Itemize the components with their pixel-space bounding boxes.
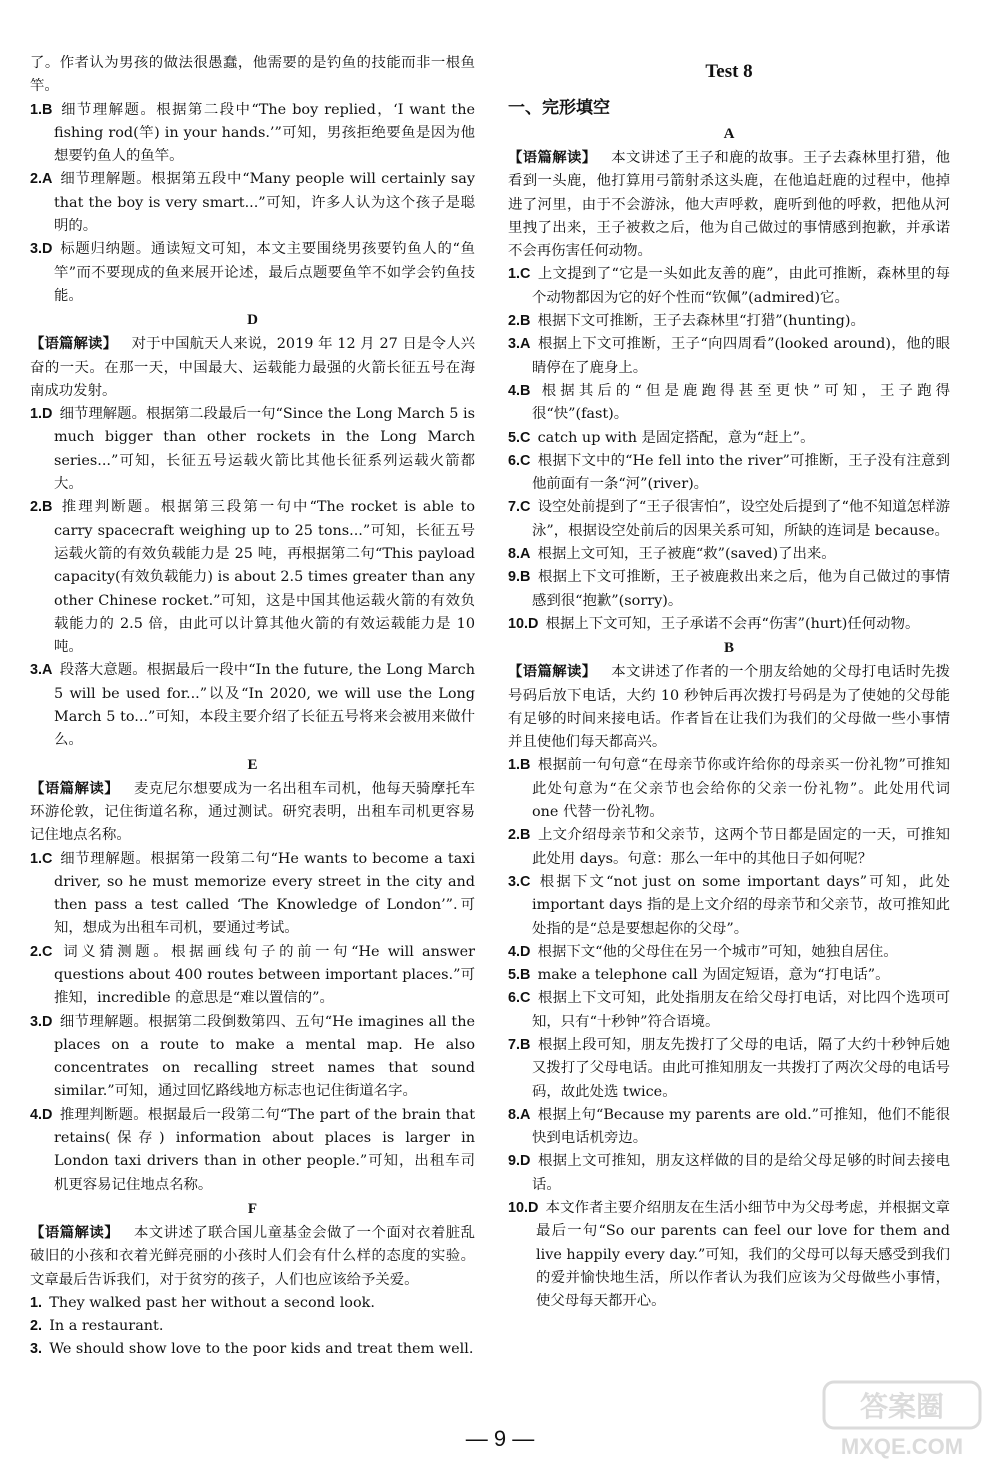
- answer-item: [508, 1104, 950, 1151]
- reading-label: 【语篇解读】: [30, 1223, 120, 1241]
- answer-number: 2.A: [30, 171, 53, 188]
- part-heading: 一、完形填空: [508, 98, 610, 118]
- answer-item: [30, 168, 475, 238]
- svg-text:MXQE.COM: MXQE.COM: [840, 1434, 964, 1459]
- answer-item: [30, 659, 475, 752]
- reading-text: 本文讲述了王子和鹿的故事。王子去森林里打猎，他看到一头鹿，他打算用弓箭射杀这头鹿，在他追赶鹿的过程中，他掉进了河里，由于不会游泳，他大声呼救，鹿听到他的呼救，把他从河里拽了出来，王子被救之后，他为自己做过的事情感到抱歉，并承诺不会再伤害任何动物。: [508, 150, 950, 260]
- paragraph: 了。作者认为男孩的做法很愚蠢，他需要的是钓鱼的技能而非一根鱼竿。: [30, 55, 475, 95]
- reading-summary: [508, 146, 950, 263]
- answer-number: 7.C: [508, 499, 531, 516]
- answer-explanation: catch up with 是固定搭配，意为“赶上”。: [537, 429, 815, 446]
- answer-item: [30, 1292, 475, 1315]
- answer-item: [508, 964, 950, 987]
- answer-explanation: 根据上下文可推断，王子“向四周看”(looked around)，他的眼睛停在了鹿身上。: [532, 336, 950, 376]
- answer-item: [508, 754, 950, 824]
- answer-item: [508, 333, 950, 380]
- answer-explanation: 段落大意题。根据最后一段中“In the future, the Long March 5 will be used for...”以及“In 2020, we will use the Long March 5 to...”可知，本段主要介绍了长征五号将来会被用来做什么。: [54, 662, 475, 749]
- answer-number: 1.B: [30, 101, 53, 118]
- answer-explanation: 细节理解题。根据第二段倒数第四、五句“He imagines all the places on a route to make a mental map. He also concentrates on recalling street names that sound similar.”可知，通过回忆路线地方标志也记住街道名字。: [54, 1013, 475, 1100]
- section-heading: E: [247, 756, 258, 773]
- answer-number: 2.B: [508, 313, 531, 330]
- reading-label: 【语篇解读】: [30, 335, 118, 353]
- answer-item: [508, 450, 950, 497]
- answer-explanation: 上文提到了“它是一头如此友善的鹿”，由此可推断，森林里的每个动物都因为它的好个性而“钦佩”(admired)它。: [532, 266, 950, 306]
- answer-number: 3.A: [508, 336, 531, 353]
- svg-text:答案圈: 答案圈: [859, 1390, 945, 1423]
- watermark-logo: [818, 1376, 986, 1462]
- page-number: — 9 —: [465, 1426, 535, 1451]
- answer-number: 4.D: [508, 943, 531, 960]
- answer-explanation: 细节理解题。根据第五段中“Many people will certainly say that the boy is very smart...”可知，许多人认为这个孩子是聪明的。: [54, 171, 475, 235]
- answer-explanation: 细节理解题。根据第二段中“The boy replied，‘I want the fishing rod(竿) in your hands.’”可知，男孩拒绝要鱼是因为他想要钓鱼人的鱼竿。: [54, 101, 475, 165]
- answer-number: 4.D: [30, 1106, 53, 1123]
- answer-explanation: 根据下文中的“He fell into the river”可推断，王子没有注意到他前面有一条“河”(river)。: [532, 452, 950, 493]
- answer-item: [508, 496, 950, 543]
- reading-text: 本文讲述了作者的一个朋友给她的父母打电话时先拨号码后放下电话，大约 10 秒钟后再次拨打号码是为了使她的父母能有足够的时间来接电话。作者旨在让我们为我们的父母做一些小事情并且使他们每天都高兴。: [508, 664, 950, 751]
- answer-item: [30, 99, 475, 169]
- section-heading: F: [247, 1200, 258, 1217]
- answer-explanation: make a telephone call 为固定短语，意为“打电话”。: [537, 967, 890, 984]
- answer-item: [508, 613, 950, 636]
- answer-item: [508, 1034, 950, 1104]
- answer-explanation: In a restaurant.: [49, 1318, 164, 1335]
- answer-number: 2.C: [30, 943, 53, 960]
- answer-item: [508, 263, 950, 310]
- answer-number: 8.A: [508, 546, 531, 563]
- answer-item: [508, 427, 950, 450]
- answer-number: 2.: [30, 1318, 43, 1335]
- reading-summary: [30, 332, 475, 403]
- reading-summary: [30, 1221, 475, 1292]
- answer-explanation: We should show love to the poor kids and treat them well.: [49, 1341, 474, 1358]
- reading-label: 【语篇解读】: [508, 149, 597, 166]
- answer-number: 9.B: [508, 569, 531, 586]
- reading-summary: [508, 660, 950, 754]
- answer-explanation: 设空处前提到了“王子很害怕”，设空处后提到了“他不知道怎样游泳”，根据设空处前后的因果关系可知，所缺的连词是 because。: [532, 499, 950, 539]
- answer-item: [30, 1104, 475, 1197]
- answer-explanation: 细节理解题。根据第一段第二句“He wants to become a taxi driver, so he must memorize every street in the city and then pass a test called ‘The Knowledge of London’”.可知，想成为出租车司机，要通过考试。: [54, 850, 475, 937]
- right-column: [508, 52, 950, 1314]
- left-column: [30, 52, 475, 1362]
- reading-label: 【语篇解读】: [30, 779, 120, 797]
- answer-explanation: They walked past her without a second look.: [49, 1294, 375, 1311]
- answer-explanation: 根据上段可知，朋友先拨打了父母的电话，隔了大约十秒钟后她又拨打了父母电话。由此可推知朋友一共拨打了两次父母的电话号码，故此处选 twice。: [532, 1036, 950, 1100]
- answer-explanation: 词义猜测题。根据画线句子的前一句“He will answer questions about 400 routes between important places.”可推知，incredible 的意思是“难以置信的”。: [54, 943, 475, 1007]
- answer-number: 7.B: [508, 1036, 531, 1053]
- reading-text: 对于中国航天人来说，2019 年 12 月 27 日是令人兴奋的一天。在那一天，中国最大、运载能力最强的火箭长征五号在海南成功发射。: [30, 336, 475, 399]
- test-title: Test 8: [705, 61, 753, 82]
- answer-number: 10.D: [508, 615, 539, 632]
- answer-explanation: 根据下文“他的父母住在另一个城市”可知，她独自居住。: [537, 943, 898, 960]
- answer-item: [508, 1150, 950, 1197]
- answer-number: 3.D: [30, 241, 53, 258]
- answer-item: [508, 380, 950, 427]
- reading-text: 麦克尼尔想要成为一名出租车司机，他每天骑摩托车环游伦敦，记住街道名称，通过测试。研究表明，出租车司机更容易记住地点名称。: [30, 780, 475, 844]
- answer-explanation: 根据上文可推知，朋友这样做的目的是给父母足够的时间去接电话。: [532, 1153, 950, 1193]
- answer-item: [508, 824, 950, 871]
- answer-explanation: 推理判断题。根据第三段第一句中“The rocket is able to carry spacecraft weighing up to 25 tons...”可知，长征五号运载火箭的有效负载能力是 25 吨，再根据第二句“This payload capacity(有效负载能力) is about 2.5 times greater than any other Chinese rocket.”可知，这是中国其他运载火箭的有效负载能力的 2.5 倍，由此可以计算其他火箭的有效运载能力是 10 吨。: [54, 499, 475, 656]
- answer-number: 1.C: [508, 266, 531, 283]
- answer-number: 3.D: [30, 1013, 53, 1030]
- answer-item: [508, 941, 950, 964]
- answer-number: 9.D: [508, 1153, 531, 1170]
- answer-item: [508, 871, 950, 941]
- answer-number: 6.C: [508, 990, 531, 1007]
- answer-number: 6.C: [508, 452, 531, 469]
- answer-item: [30, 238, 475, 308]
- answer-number: 5.B: [508, 967, 531, 984]
- answer-explanation: 根据上下文可推断，王子被鹿救出来之后，他为自己做过的事情感到很“抱歉”(sorry)。: [532, 569, 950, 609]
- answer-item: [30, 941, 475, 1011]
- answer-explanation: 根据下文可推断，王子去森林里“打猎”(hunting)。: [537, 313, 865, 330]
- section-heading: B: [723, 640, 734, 657]
- answer-number: 1.B: [508, 757, 531, 774]
- answer-number: 1.: [30, 1294, 43, 1311]
- answer-item: [30, 403, 475, 496]
- answer-item: [508, 543, 950, 566]
- answer-item: [30, 496, 475, 659]
- answer-explanation: 细节理解题。根据第二段最后一句“Since the Long March 5 is much bigger than other rockets in the Long March series...”可知，长征五号运载火箭比其他长征系列运载火箭都大。: [54, 406, 475, 493]
- answer-explanation: 根据上下文可知，此处指朋友在给父母打电话，对比四个选项可知，只有“十秒钟”符合语境。: [532, 990, 950, 1030]
- answer-number: 2.B: [30, 499, 53, 516]
- answer-explanation: 本文作者主要介绍朋友在生活小细节中为父母考虑，并根据文章最后一句“So our parents can feel our love for them and live happily every day.”可知，我们的父母可以每天感受到我们的爱并愉快地生活，所以作者认为我们应该为父母做些小事情，使父母每天都开心。: [536, 1200, 950, 1310]
- reading-summary: [30, 777, 475, 848]
- reading-label: 【语篇解读】: [508, 663, 597, 681]
- answer-explanation: 推理判断题。根据最后一段第二句“The part of the brain that retains(保存) information about places is larger in London taxi drivers than in other people.”可知，出租车司机更容易记住地点名称。: [54, 1106, 475, 1193]
- answer-item: [508, 987, 950, 1034]
- answer-item: [508, 566, 950, 613]
- answer-explanation: 根据上文可知，王子被鹿“救”(saved)了出来。: [537, 546, 836, 563]
- answer-item: [30, 848, 475, 941]
- answer-number: 1.D: [30, 406, 53, 423]
- answer-explanation: 上文介绍母亲节和父亲节，这两个节日都是固定的一天，可推知此处用 days。句意：那么一年中的其他日子如何呢？: [532, 827, 950, 867]
- answer-explanation: 根据其后的“但是鹿跑得甚至更快”可知，王子跑得很“快”(fast)。: [532, 382, 950, 423]
- answer-item: [508, 1197, 950, 1313]
- answer-item: [30, 1011, 475, 1104]
- reading-text: 本文讲述了联合国儿童基金会做了一个面对衣着脏乱破旧的小孩和衣着光鲜亮丽的小孩时人们会有什么样的态度的实验。文章最后告诉我们，对于贫穷的孩子，人们也应该给予关爱。: [30, 1224, 475, 1288]
- answer-number: 2.B: [508, 827, 531, 844]
- answer-number: 4.B: [508, 382, 531, 399]
- answer-number: 1.C: [30, 850, 53, 867]
- answer-number: 5.C: [508, 429, 531, 446]
- answer-explanation: 根据上句“Because my parents are old.”可推知，他们不能很快到电话机旁边。: [532, 1106, 950, 1147]
- answer-item: [30, 1338, 475, 1361]
- answer-number: 3.A: [30, 662, 53, 679]
- answer-explanation: 根据下文“not just on some important days”可知，此处 important days 指的是上文介绍的母亲节和父亲节，故可推知此处指的是“总是要想起你的父母”。: [532, 873, 950, 937]
- answer-explanation: 根据前一句句意“在母亲节你或许给你的母亲买一份礼物”可推知此处句意为“在父亲节也会给你的父亲一份礼物”。此处用代词 one 代替一份礼物。: [532, 757, 950, 821]
- answer-number: 3.: [30, 1341, 43, 1358]
- answer-number: 8.A: [508, 1106, 531, 1123]
- section-heading: D: [247, 312, 258, 329]
- answer-number: 10.D: [508, 1200, 539, 1217]
- answer-number: 3.C: [508, 873, 531, 890]
- section-heading: A: [723, 126, 735, 142]
- answer-explanation: 标题归纳题。通读短文可知，本文主要围绕男孩要钓鱼人的“鱼竿”而不要现成的鱼来展开论述，最后点题要鱼竿不如学会钓鱼技能。: [54, 241, 475, 304]
- answer-item: [508, 310, 950, 333]
- answer-explanation: 根据上下文可知，王子承诺不会再“伤害”(hurt)任何动物。: [545, 615, 920, 632]
- answer-item: [30, 1315, 475, 1338]
